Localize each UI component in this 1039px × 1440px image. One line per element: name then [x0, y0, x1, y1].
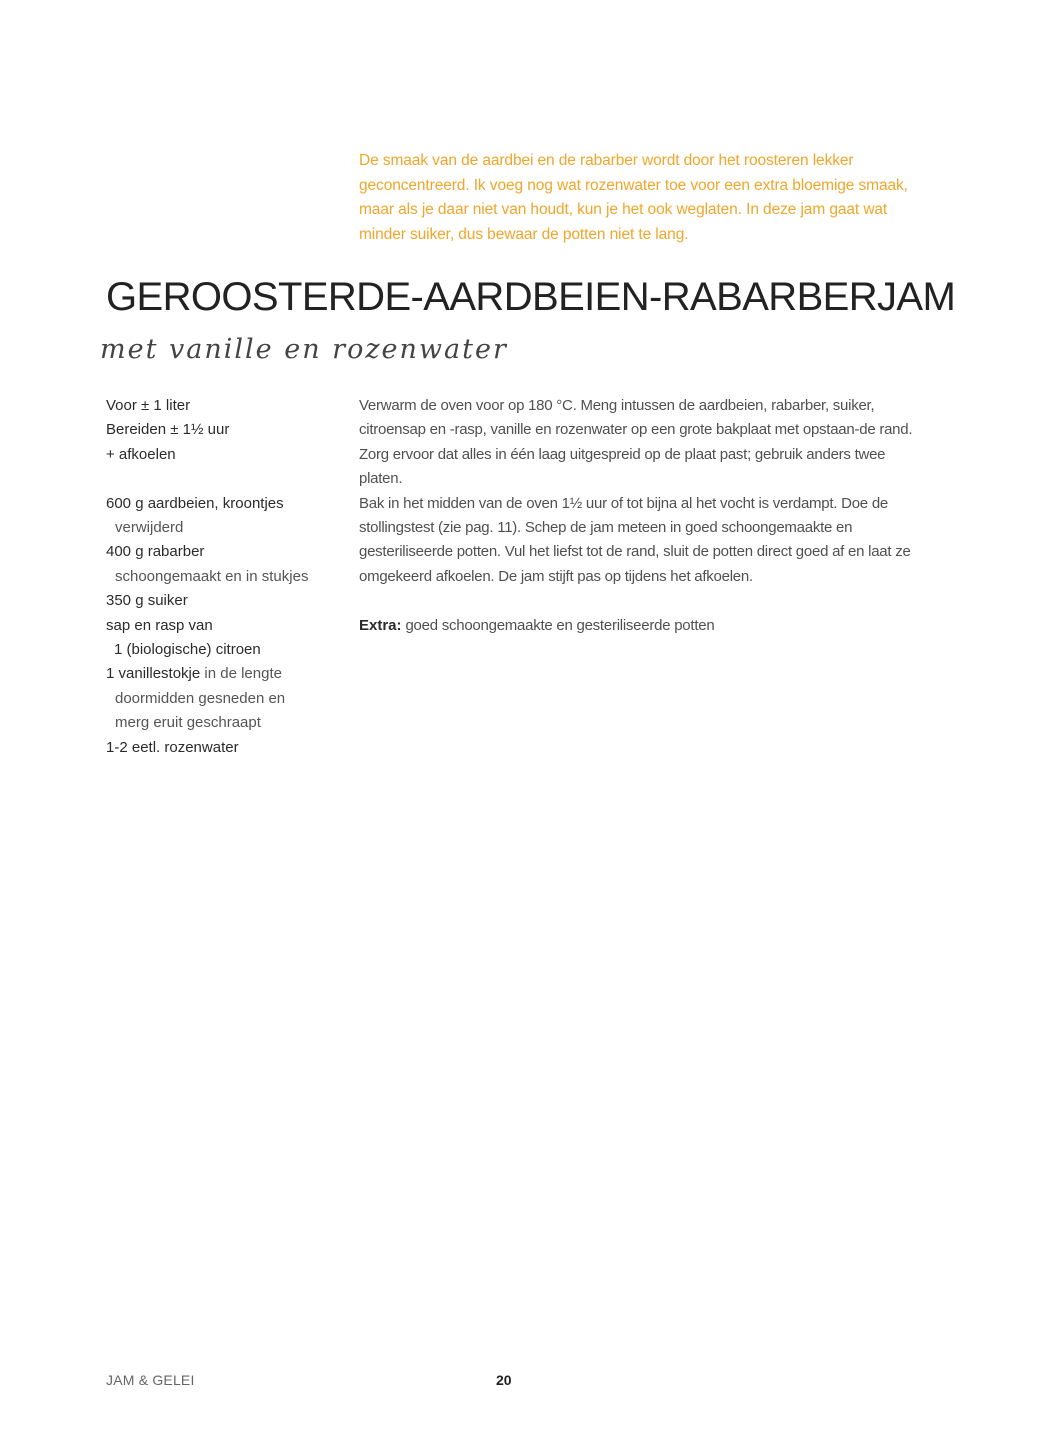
page-number: 20 [496, 1372, 512, 1388]
ingredient-note: schoongemaakt en in stukjes [115, 567, 309, 585]
ingredient-note: verwijderd [115, 519, 184, 537]
spacer [106, 467, 341, 491]
ingredient-item: 400 g rabarber [106, 543, 205, 561]
recipe-subtitle: met vanille en rozenwater [100, 334, 508, 365]
footer-section-title: JAM & GELEI [106, 1372, 195, 1388]
extra-label: Extra: [359, 616, 402, 634]
ingredient-item [106, 662, 341, 686]
ingredient-item: sap en rasp van [106, 616, 213, 634]
ingredient-inline-note: in de lengte [200, 665, 282, 683]
prep-time: Bereiden ± 1½ uur [106, 421, 230, 439]
ingredient-item: 1-2 eetl. rozenwater [106, 738, 239, 756]
extra-note [359, 614, 919, 638]
recipe-title: GEROOSTERDE-AARDBEIEN-RABARBERJAM [106, 275, 956, 319]
ingredient-item: 600 g aardbeien, kroontjes [106, 494, 284, 512]
ingredient-main: 1 vanillestokje [106, 665, 201, 683]
ingredient-note: merg eruit geschraapt [115, 714, 261, 732]
ingredients-column [106, 394, 341, 760]
ingredient-item: 350 g suiker [106, 592, 188, 610]
extra-time: + afkoelen [106, 445, 176, 463]
ingredient-continuation: 1 (biologische) citroen [114, 641, 261, 659]
extra-text: goed schoongemaakte en gesteriliseerde potten [401, 616, 715, 634]
method-paragraph: Bak in het midden van de oven 1½ uur of tot bijna al het vocht is verdampt. Doe de stollingstest (zie pag. 11). Schep de jam meteen in goed schoongemaakte en gesteriliseerde potten. Vul het liefst tot de rand, sluit de potten direct goed af en laat ze omgekeerd afkoelen. De jam stijft pas op tijdens het afkoelen. [359, 494, 911, 585]
method-paragraph: Verwarm de oven voor op 180 °C. Meng intussen de aardbeien, rabarber, suiker, citroensap en -rasp, vanille en rozenwater op een grote bakplaat met opstaan-de rand. Zorg ervoor dat alles in één laag uitgespreid op de plaat past; gebruik anders twee platen. [359, 397, 913, 488]
spacer [359, 589, 919, 613]
ingredient-note: doormidden gesneden en [115, 689, 286, 707]
yield: Voor ± 1 liter [106, 397, 191, 414]
method-column [359, 394, 919, 638]
intro-text: De smaak van de aardbei en de rabarber wordt door het roosteren lekker geconcentreerd. Ik voeg nog wat rozenwater toe voor een extra bloemige smaak, maar als je daar niet van houdt, kun je het ook weglaten. In deze jam gaat wat minder suiker, dus bewaar de potten niet te lang. [359, 152, 908, 243]
